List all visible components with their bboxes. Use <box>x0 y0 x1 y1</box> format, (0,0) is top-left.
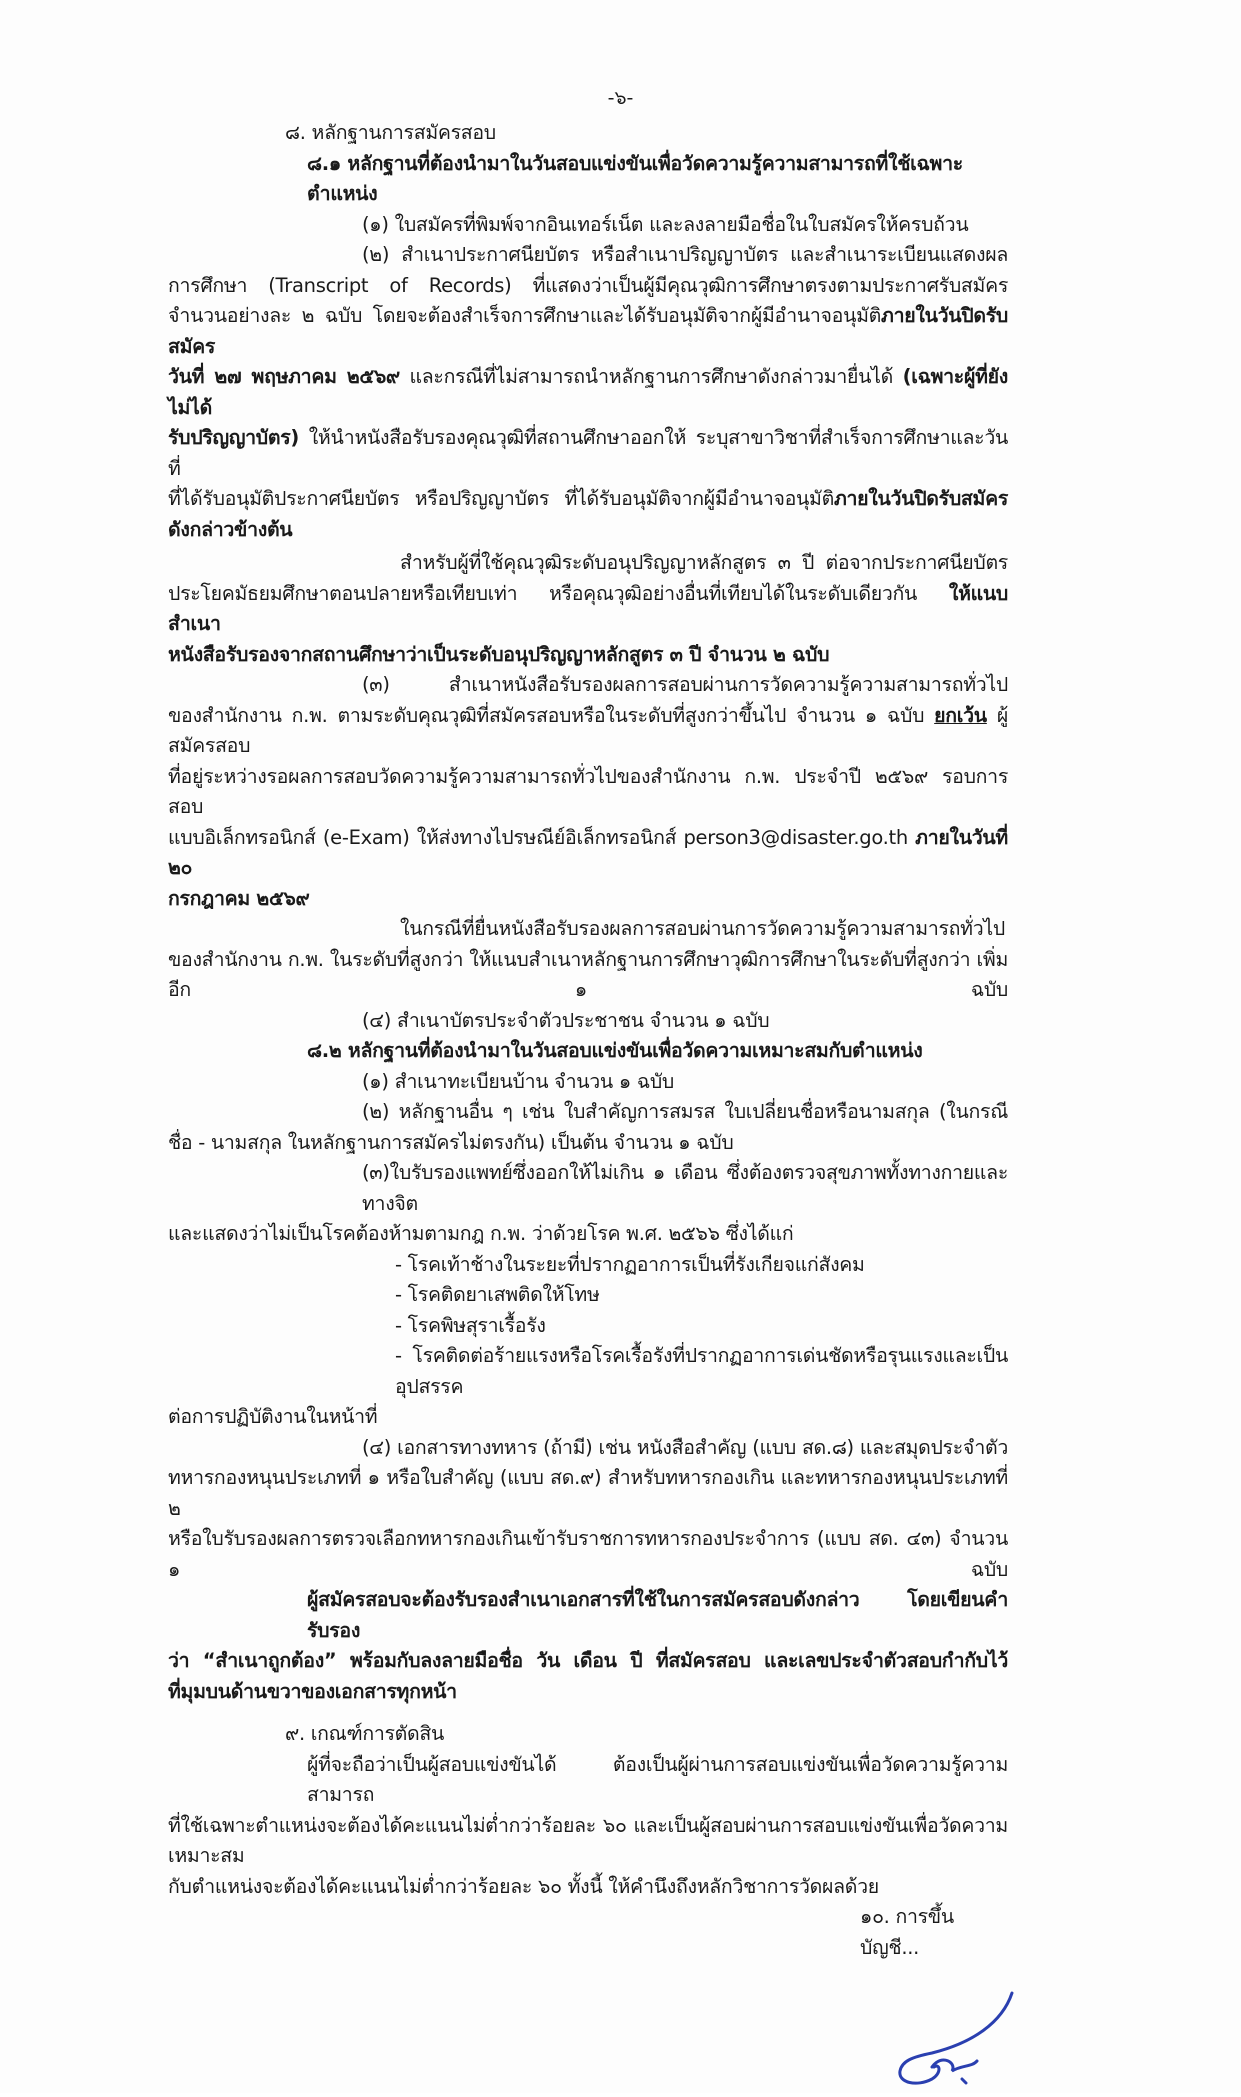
text-line <box>168 1750 1008 1811</box>
text-segment: (๓) สำเนาหนังสือรับรองผลการสอบผ่านการวัดความรู้ความสามารถทั่วไป <box>362 673 1008 696</box>
bold-text: รับปริญญาบัตร) <box>168 426 300 449</box>
text-line <box>168 670 1008 701</box>
bold-text: วันที่ ๒๗ พฤษภาคม ๒๕๖๙ <box>168 365 400 388</box>
text-line <box>168 1585 1008 1646</box>
text-line <box>168 118 1008 149</box>
text-line <box>168 515 1008 546</box>
text-line <box>168 1036 1008 1067</box>
text-line <box>168 914 1008 945</box>
text-line <box>168 1219 1008 1250</box>
text-segment: ในกรณีที่ยื่นหนังสือรับรองผลการสอบผ่านการวัดความรู้ความสามารถทั่วไป <box>400 917 1005 940</box>
text-line <box>168 1097 1008 1128</box>
text-line <box>168 884 1008 915</box>
text-segment: ต่อการปฏิบัติงานในหน้าที่ <box>168 1405 378 1428</box>
text-segment: (๔) เอกสารทางทหาร (ถ้ามี) เช่น หนังสือสำคัญ (แบบ สด.๘) และสมุดประจำตัว <box>362 1435 1008 1459</box>
bold-text: หนังสือรับรองจากสถานศึกษาว่าเป็นระดับอนุปริญญาหลักสูตร ๓ ปี จำนวน ๒ ฉบับ <box>168 642 830 666</box>
text-segment: - โรคติดต่อร้ายแรงหรือโรคเรื้อรังที่ปรากฏอาการเด่นชัดหรือรุนแรงและเป็นอุปสรรค <box>395 1344 1008 1398</box>
bold-text: ว่า “สำเนาถูกต้อง” พร้อมกับลงลายมือชื่อ วัน เดือน ปี ที่สมัครสอบ และเลขประจำตัวสอบกำกับไว้ <box>168 1649 1008 1672</box>
text-line <box>168 271 1008 302</box>
text-line <box>168 1250 1008 1281</box>
text-segment: จำนวนอย่างละ ๒ ฉบับ โดยจะต้องสำเร็จการศึกษาและได้รับอนุมัติจากผู้มีอำนาจอนุมัติ <box>168 304 882 327</box>
text-line <box>168 945 1008 1006</box>
text-line <box>168 149 1008 210</box>
text-line <box>168 701 1008 762</box>
bold-text: ภายในวันที่ ๒๐ <box>168 825 1008 879</box>
text-segment: ๘. หลักฐานการสมัครสอบ <box>285 121 496 144</box>
text-line <box>168 1280 1008 1311</box>
signature <box>862 1983 1022 2093</box>
text-line <box>168 362 1008 423</box>
text-line <box>168 210 1008 241</box>
text-segment: ของสำนักงาน ก.พ. ตามระดับคุณวุฒิที่สมัครสอบหรือในระดับที่สูงกว่าขึ้นไป จำนวน ๑ ฉบับ <box>168 703 935 727</box>
text-segment: ๙. เกณฑ์การตัดสิน <box>285 1722 445 1745</box>
bold-text: ให้แนบสำเนา <box>168 581 1008 635</box>
text-line <box>168 484 1008 515</box>
text-line <box>168 640 1008 671</box>
bold-text: ดังกล่าวข้างต้น <box>168 517 293 541</box>
bold-text: ยกเว้น <box>934 703 987 727</box>
text-line <box>168 1719 1008 1750</box>
text-segment: ๑๐. การขึ้นบัญชี... <box>860 1905 954 1959</box>
text-segment: ทหารกองหนุนประเภทที่ ๑ หรือใบสำคัญ (แบบ สด.๙) สำหรับทหารกองเกิน และทหารกองหนุนประเภทที่ ๒ <box>168 1466 1008 1520</box>
text-line <box>168 1006 1008 1037</box>
bold-text: ที่มุมบนด้านขวาของเอกสารทุกหน้า <box>168 1679 457 1703</box>
text-segment: หรือใบรับรองผลการตรวจเลือกทหารกองเกินเข้ารับราชการทหารกองประจำการ (แบบ สด. ๔๓) จำนวน ๑ ฉบับ <box>168 1527 1008 1581</box>
text-segment: ประโยคมัธยมศึกษาตอนปลายหรือเทียบเท่า หรือคุณวุฒิอย่างอื่นที่เทียบได้ในระดับเดียวกัน <box>168 581 949 605</box>
text-segment: ให้นำหนังสือรับรองคุณวุฒิที่สถานศึกษาออกให้ ระบุสาขาวิชาที่สำเร็จการศึกษาและวันที่ <box>168 426 1008 480</box>
text-segment: ผู้ที่จะถือว่าเป็นผู้สอบแข่งขันได้ ต้องเป็นผู้ผ่านการสอบแข่งขันเพื่อวัดความรู้ความสามารถ <box>307 1752 1008 1806</box>
text-line <box>168 1463 1008 1524</box>
text-line <box>168 823 1008 884</box>
bold-text: ๘.๒ หลักฐานที่ต้องนำมาในวันสอบแข่งขันเพื่อวัดความเหมาะสมกับตำแหน่ง <box>307 1039 923 1062</box>
text-segment: ที่ใช้เฉพาะตำแหน่งจะต้องได้คะแนนไม่ต่ำกว่าร้อยละ ๖๐ และเป็นผู้สอบผ่านการสอบแข่งขันเพื่อวัดความเหมาะสม <box>168 1813 1008 1867</box>
text-line <box>168 1902 1008 1963</box>
text-segment: ที่อยู่ระหว่างรอผลการสอบวัดความรู้ความสามารถทั่วไปของสำนักงาน ก.พ. ประจำปี ๒๕๖๙ รอบการสอบ <box>168 764 1008 818</box>
text-segment: ที่ได้รับอนุมัติประกาศนียบัตร หรือปริญญาบัตร ที่ได้รับอนุมัติจากผู้มีอำนาจอนุมัติ <box>168 487 834 510</box>
text-line <box>168 762 1008 823</box>
bold-text: ภายในวันปิดรับสมัคร <box>833 487 1008 510</box>
text-segment: (๓)ใบรับรองแพทย์ซึ่งออกให้ไม่เกิน ๑ เดือน ซึ่งต้องตรวจสุขภาพทั้งทางกายและทางจิต <box>362 1161 1008 1215</box>
text-segment: (๔) สำเนาบัตรประจำตัวประชาชน จำนวน ๑ ฉบับ <box>362 1008 770 1032</box>
text-line <box>168 1311 1008 1342</box>
document-body <box>168 112 1008 1963</box>
text-line <box>168 1811 1008 1872</box>
text-line <box>168 423 1008 484</box>
text-line <box>168 1402 1008 1433</box>
text-line <box>168 1646 1008 1677</box>
text-line <box>168 1433 1008 1464</box>
text-segment: และแสดงว่าไม่เป็นโรคต้องห้ามตามกฎ ก.พ. ว่าด้วยโรค พ.ศ. ๒๕๖๖ ซึ่งได้แก่ <box>168 1222 794 1245</box>
text-line <box>168 1677 1008 1708</box>
text-line <box>168 1872 1008 1903</box>
text-segment: แบบอิเล็กทรอนิกส์ (e-Exam) ให้ส่งทางไปรษณีย์อิเล็กทรอนิกส์ person3@disaster.go.th <box>168 825 916 849</box>
text-segment: และกรณีที่ไม่สามารถนำหลักฐานการศึกษาดังกล่าวมายื่นได้ <box>399 365 903 388</box>
bold-text: (เฉพาะผู้ที่ยังไม่ได้ <box>168 365 1008 419</box>
text-segment: - โรคพิษสุราเรื้อรัง <box>395 1313 546 1337</box>
text-line <box>168 579 1008 640</box>
bold-text: ภายในวันปิดรับสมัคร <box>168 304 1008 358</box>
text-segment: การศึกษา (Transcript of Records) ที่แสดงว่าเป็นผู้มีคุณวุฒิการศึกษาตรงตามประกาศรับสมัคร <box>168 273 1008 297</box>
bold-text: ๘.๑ หลักฐานที่ต้องนำมาในวันสอบแข่งขันเพื่อวัดความรู้ความสามารถที่ใช้เฉพาะตำแหน่ง <box>307 151 963 205</box>
text-segment: กับตำแหน่งจะต้องได้คะแนนไม่ต่ำกว่าร้อยละ ๖๐ ทั้งนี้ ให้คำนึงถึงหลักวิชาการวัดผลด้วย <box>168 1874 879 1898</box>
text-segment: - โรคเท้าช้างในระยะที่ปรากฏอาการเป็นที่รังเกียจแก่สังคม <box>395 1252 865 1276</box>
text-segment: ของสำนักงาน ก.พ. ในระดับที่สูงกว่า ให้แนบสำเนาหลักฐานการศึกษาวุฒิการศึกษาในระดับที่สูงกว่า เพิ่มอีก ๑ ฉบับ <box>168 947 1008 1001</box>
text-line <box>168 240 1008 271</box>
text-segment: (๒) สำเนาประกาศนียบัตร หรือสำเนาปริญญาบัตร และสำเนาระเบียนแสดงผล <box>362 243 1008 266</box>
text-line <box>168 1524 1008 1585</box>
page-number: -๖- <box>607 87 634 109</box>
text-line <box>168 1341 1008 1402</box>
text-segment: สำหรับผู้ที่ใช้คุณวุฒิระดับอนุปริญญาหลักสูตร ๓ ปี ต่อจากประกาศนียบัตร <box>400 551 1008 574</box>
text-segment: ชื่อ - นามสกุล ในหลักฐานการสมัครไม่ตรงกัน) เป็นต้น จำนวน ๑ ฉบับ <box>168 1130 734 1154</box>
text-segment: (๑) สำเนาทะเบียนบ้าน จำนวน ๑ ฉบับ <box>362 1069 674 1093</box>
text-segment: - โรคติดยาเสพติดให้โทษ <box>395 1283 600 1306</box>
text-segment: (๑) ใบสมัครที่พิมพ์จากอินเทอร์เน็ต และลงลายมือชื่อในใบสมัครให้ครบถ้วน <box>362 212 969 236</box>
text-segment: (๒) หลักฐานอื่น ๆ เช่น ใบสำคัญการสมรส ใบเปลี่ยนชื่อหรือนามสกุล (ในกรณี <box>362 1100 1008 1123</box>
text-line <box>168 1158 1008 1219</box>
text-line <box>168 1128 1008 1159</box>
bold-text: ผู้สมัครสอบจะต้องรับรองสำเนาเอกสารที่ใช้ในการสมัครสอบดังกล่าว โดยเขียนคำรับรอง <box>307 1588 1008 1642</box>
text-line <box>168 1067 1008 1098</box>
text-segment: ผู้สมัครสอบ <box>168 703 1008 757</box>
signature-image <box>862 1983 1022 2093</box>
text-line <box>168 548 1008 579</box>
text-line <box>168 301 1008 362</box>
bold-text: กรกฎาคม ๒๕๖๙ <box>168 886 310 910</box>
